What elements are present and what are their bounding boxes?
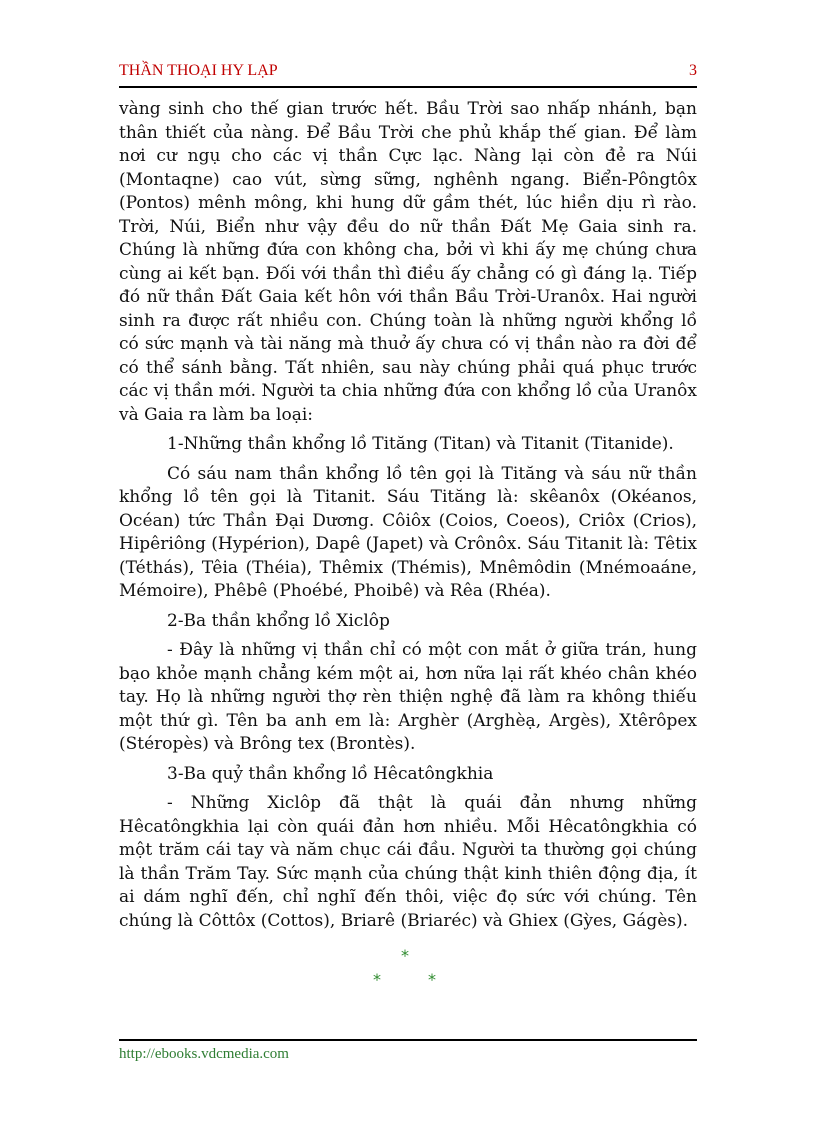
- paragraph-cyclops: - Đây là những vị thần chỉ có một con mắt ở giữa trán, hung bạo khỏe mạnh chẳng kém một ai, hơn nữa lại rất khéo chân khéo tay. Họ là những người thợ rèn thiện nghệ đã làm ra không thiếu một thứ gì. Tên ba anh em là: Arghèr (Arghèạ, Argès), Xtêrôpex (Stéropès) và Brông tex (Brontès).: [119, 640, 697, 754]
- page-header: [119, 60, 697, 88]
- footer-link[interactable]: http://ebooks.vdcmedia.com: [119, 1046, 289, 1062]
- star-icon: *: [428, 970, 436, 989]
- paragraph-intro: vàng sinh cho thế gian trước hết. Bầu Trời sao nhấp nhánh, bạn thân thiết của nàng. Để Bầu Trời che phủ khắp thế gian. Để làm nơi cư ngụ cho các vị thần Cực lạc. Nàng lại còn đẻ ra Núi (Montaqne) cao vút, sừng sững, nghênh ngang. Biển-Pôngtôx (Pontos) mênh mông, khi hung dữ gầm thét, lúc hiền dịu rì rào. Trời, Núi, Biển như vậy đều do nữ thần Đất Mẹ Gaia sinh ra. Chúng là những đứa con không cha, bởi vì khi ấy mẹ chúng chưa cùng ai kết bạn. Đối với thần thì điều ấy chẳng có gì đáng lạ. Tiếp đó nữ thần Đất Gaia kết hôn với thần Bầu Trời-Uranôx. Hai người sinh ra được rất nhiều con. Chúng toàn là những người khổng lồ có sức mạnh và tài năng mà thuở ấy chưa có vị thần nào ra đời để có thể sánh bằng. Tất nhiên, sau này chúng phải quá phục trước các vị thần mới. Người ta chia những đứa con khổng lồ của Uranôx và Gaia ra làm ba loại:: [119, 99, 697, 425]
- heading-hecatoncheires: 3-Ba quỷ thần khổng lồ Hêcatôngkhia: [167, 763, 494, 784]
- heading-titans: 1-Những thần khổng lồ Tităng (Titan) và Titanit (Titanide).: [167, 434, 674, 454]
- heading-cyclops: 2-Ba thần khổng lồ Xiclôp: [167, 610, 390, 631]
- page-footer: [119, 1039, 697, 1062]
- book-title: THẦN THOẠI HY LẠP: [119, 62, 278, 79]
- paragraph-titans: Có sáu nam thần khổng lồ tên gọi là Tităng và sáu nữ thần khổng lồ tên gọi là Titanit. Sáu Tităng là: skêanôx (Okéanos, Océan) tức Thần Đại Dương. Côiôx (Coios, Coeos), Criôx (Crios), Hipêriông (Hypérion), Dapê (Japet) và Crônôx. Sáu Titanit là: Têtix (Téthás), Têia (Théia), Thêmix (Thémis), Mnêmôdin (Mnémoaáne, Mémoire), Phêbê (Phoébé, Phoibê) và Rêa (Rhéa).: [119, 463, 697, 601]
- page-number: 3: [689, 62, 697, 79]
- star-icon: *: [373, 970, 381, 989]
- star-icon: *: [401, 946, 409, 965]
- page-body: [119, 98, 697, 933]
- paragraph-hecatoncheires: - Những Xiclôp đã thật là quái đản nhưng những Hêcatôngkhia lại còn quái đản hơn nhiều. Mỗi Hêcatôngkhia có một trăm cái tay và năm chục cái đầu. Người ta thường gọi chúng là thần Trăm Tay. Sức mạnh của chúng thật kinh thiên động địa, ít ai dám nghĩ đến, chỉ nghĩ đến thôi, việc đọ sức với chúng. Tên chúng là Côttôx (Cottos), Briarê (Briaréc) và Ghiex (Gỳes, Gágès).: [119, 793, 697, 931]
